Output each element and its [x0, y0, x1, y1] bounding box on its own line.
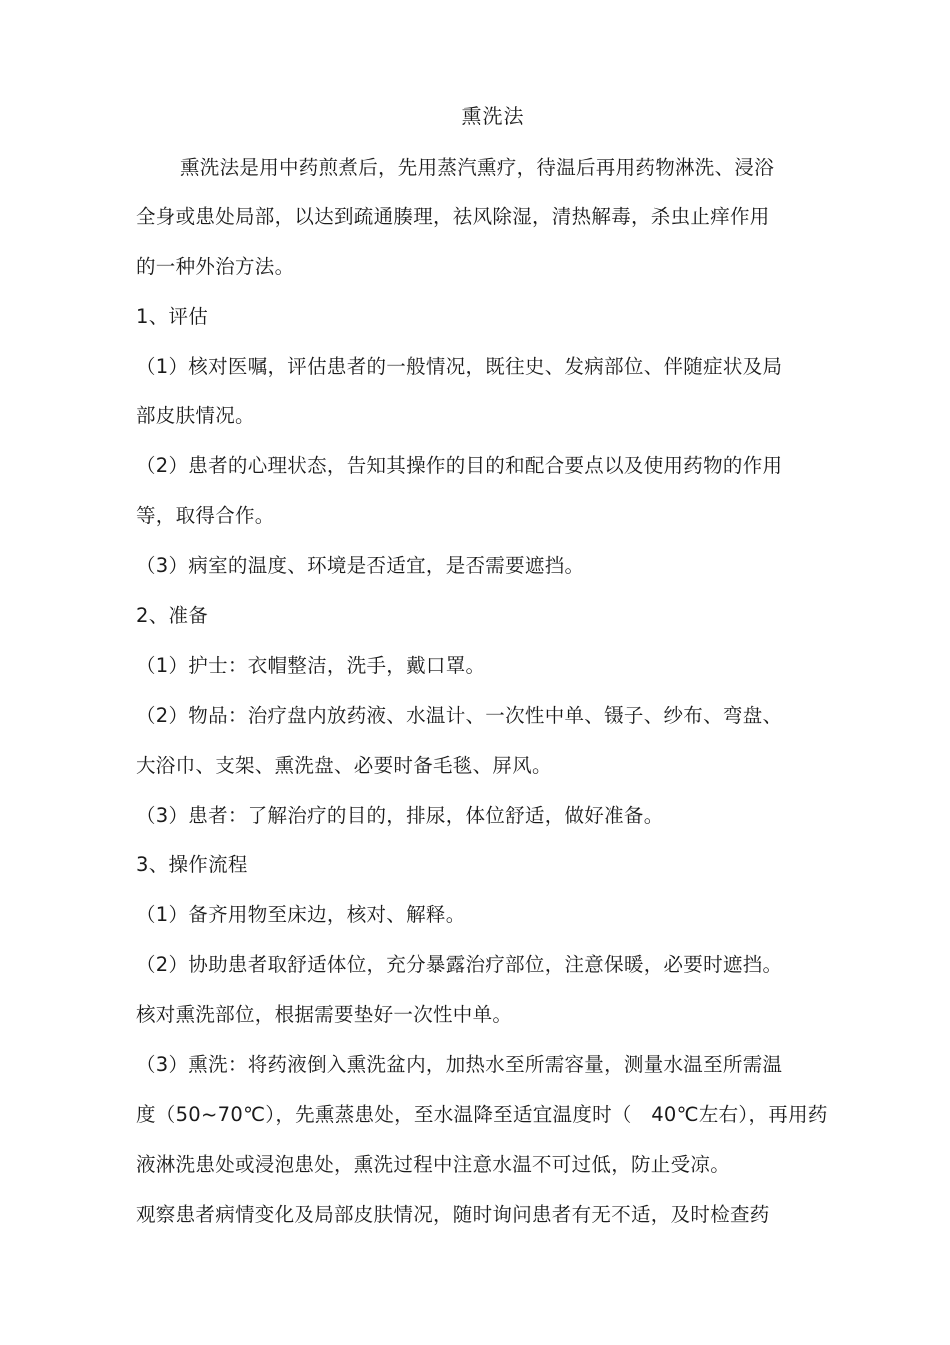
page-title: 熏洗法 — [461, 104, 525, 128]
section-heading-procedure: 3、操作流程 — [136, 853, 248, 876]
text-line-9: （3）病室的温度、环境是否适宜，是否需要遮挡。 — [136, 554, 585, 577]
text-line-7: （2）患者的心理状态，告知其操作的目的和配合要点以及使用药物的作用 — [136, 454, 783, 477]
text-line-20: 度（50~70℃），先熏蒸患处，至水温降至适宜温度时（ 40℃左右），再用药 — [136, 1103, 828, 1126]
text-line-8: 等，取得合作。 — [136, 504, 275, 527]
text-line-1: 熏洗法是用中药煎煮后，先用蒸汽熏疗，待温后再用药物淋洗、浸浴 — [180, 156, 775, 179]
text-line-2: 全身或患处局部，以达到疏通腠理，祛风除湿，清热解毒，杀虫止痒作用 — [136, 205, 770, 228]
text-line-18: 核对熏洗部位，根据需要垫好一次性中单。 — [136, 1003, 513, 1026]
text-line-22: 观察患者病情变化及局部皮肤情况，随时询问患者有无不适，及时检查药 — [136, 1203, 770, 1226]
text-line-14: （3）患者：了解治疗的目的，排尿，体位舒适，做好准备。 — [136, 804, 664, 827]
text-line-12: （2）物品：治疗盘内放药液、水温计、一次性中单、镊子、纱布、弯盘、 — [136, 704, 783, 727]
text-line-19: （3）熏洗：将药液倒入熏洗盆内，加热水至所需容量，测量水温至所需温 — [136, 1053, 783, 1076]
text-line-13: 大浴巾、支架、熏洗盘、必要时备毛毯、屏风。 — [136, 754, 552, 777]
text-line-5: （1）核对医嘱，评估患者的一般情况，既往史、发病部位、伴随症状及局 — [136, 355, 783, 378]
section-heading-preparation: 2、准备 — [136, 604, 209, 627]
text-line-6: 部皮肤情况。 — [136, 404, 255, 427]
text-line-16: （1）备齐用物至床边，核对、解释。 — [136, 903, 466, 926]
text-line-11: （1）护士：衣帽整洁，洗手，戴口罩。 — [136, 654, 486, 677]
text-line-3: 的一种外治方法。 — [136, 255, 295, 278]
text-line-21: 液淋洗患处或浸泡患处，熏洗过程中注意水温不可过低，防止受凉。 — [136, 1153, 731, 1176]
section-heading-assessment: 1、评估 — [136, 305, 209, 328]
text-line-17: （2）协助患者取舒适体位，充分暴露治疗部位，注意保暖，必要时遮挡。 — [136, 953, 783, 976]
